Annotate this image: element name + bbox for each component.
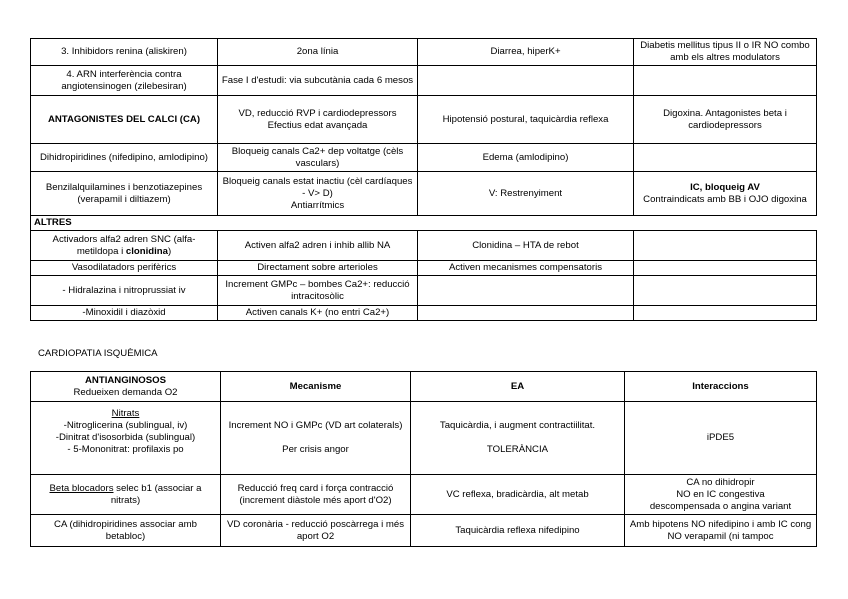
table-row (31, 306, 817, 321)
interactions-cell (634, 66, 817, 96)
adverse-effects-cell: Activen mecanismes compensatoris (418, 261, 634, 276)
adverse-effects-cell: VC reflexa, bradicàrdia, alt metab (411, 475, 625, 515)
header-drug-cell (31, 372, 221, 402)
mechanism-cell: 2ona línia (218, 39, 418, 66)
adverse-effects-cell (418, 306, 634, 321)
table-row (31, 216, 817, 231)
interactions-cell (634, 231, 817, 261)
adverse-effects-cell: Taquicàrdia reflexa nifedipino (411, 515, 625, 547)
mechanism-cell: Bloqueig canals Ca2+ dep voltatge (cèls vasculars) (218, 144, 418, 172)
adverse-effects-cell: Clonidina – HTA de rebot (418, 231, 634, 261)
drug-cell: - Hidralazina i nitroprussiat iv (31, 276, 218, 306)
adverse-effects-cell: Hipotensió postural, taquicàrdia reflexa (418, 96, 634, 144)
header-subtitle: Redueixen demanda O2 (73, 386, 178, 398)
table-row (31, 66, 817, 96)
table-row (31, 231, 817, 261)
mechanism-cell: Activen alfa2 adren i inhib allib NA (218, 231, 418, 261)
table-row (31, 172, 817, 216)
header-interactions: Interaccions (625, 372, 817, 402)
drug-cell (31, 475, 221, 515)
drug-group-title: Beta blocadors (49, 482, 114, 494)
interactions-cell: Amb hipotens NO nifedipino i amb IC cong NO verapamil (ni tampoc (625, 515, 817, 547)
table-row (31, 261, 817, 276)
adverse-effects-cell: Diarrea, hiperK+ (418, 39, 634, 66)
interactions-cell (634, 144, 817, 172)
mechanism-cell: VD, reducció RVP i cardiodepressors Efectius edat avançada (218, 96, 418, 144)
adverse-effects-cell (411, 402, 625, 475)
drug-cell: CA (dihidropiridines associar amb betabloc) (31, 515, 221, 547)
table-row (31, 96, 817, 144)
interaction-line: descompensada o angina variant (649, 500, 792, 512)
mechanism-line: Per crisis angor (282, 444, 349, 455)
interactions-cell (634, 261, 817, 276)
drug-text: Activadors alfa2 adren SNC (alfa-metildopa i (52, 233, 196, 257)
table-row (31, 276, 817, 306)
mechanism-cell: VD coronària - reducció poscàrrega i més aport O2 (221, 515, 411, 547)
header-adverse-effects: EA (411, 372, 625, 402)
drug-group-title: Nitrats (111, 408, 140, 419)
drug-line: -Dinitrat d'isosorbida (sublingual) (55, 432, 196, 443)
drug-cell (31, 402, 221, 475)
mechanism-cell (221, 402, 411, 475)
adverse-effects-cell: Edema (amlodipino) (418, 144, 634, 172)
interactions-cell (634, 172, 817, 216)
table-row (31, 39, 817, 66)
section-heading-altres: ALTRES (31, 216, 817, 231)
interactions-cell: iPDE5 (625, 402, 817, 475)
interaction-line: CA no dihidropir (686, 476, 755, 488)
table-header-row (31, 372, 817, 402)
adverse-effects-cell: V: Restrenyiment (418, 172, 634, 216)
drug-class-heading: ANTAGONISTES DEL CALCI (CA) (31, 96, 218, 144)
header-mechanism: Mecanisme (221, 372, 411, 402)
adverse-effect-line: Taquicàrdia, i augment contractiilitat. (439, 420, 596, 431)
drug-cell: Benzilalquilamines i benzotiazepines (verapamil i diltiazem) (31, 172, 218, 216)
mechanism-cell: Activen canals K+ (no entri Ca2+) (218, 306, 418, 321)
interactions-cell (634, 306, 817, 321)
drug-text: ) (167, 245, 172, 257)
mechanism-line: Antiarrítmics (290, 199, 345, 211)
table-row (31, 402, 817, 475)
mechanism-cell: Increment GMPc – bombes Ca2+: reducció intracitosòlic (218, 276, 418, 306)
drug-text-bold: clonidina (125, 245, 168, 257)
table-row (31, 475, 817, 515)
drug-cell: Vasodilatadors perifèrics (31, 261, 218, 276)
table-row (31, 144, 817, 172)
drug-cell: 4. ARN interferència contra angiotensinogen (zilebesiran) (31, 66, 218, 96)
header-title: ANTIANGINOSOS (84, 374, 167, 386)
adverse-effect-line: TOLERÀNCIA (486, 444, 549, 455)
mechanism-cell: Fase I d'estudi: via subcutània cada 6 mesos (218, 66, 418, 96)
section-title: CARDIOPATIA ISQUÈMICA (38, 348, 158, 359)
mechanism-cell (218, 172, 418, 216)
adverse-effects-cell (418, 276, 634, 306)
mechanism-cell: Reducció freq card i força contracció (increment diàstole més aport d'O2) (221, 475, 411, 515)
drug-cell: -Minoxidil i diazòxid (31, 306, 218, 321)
drug-text: selec b1 (associar a nitrats) (110, 482, 202, 506)
interactions-cell: Digoxina. Antagonistes beta i cardiodepressors (634, 96, 817, 144)
interaction-line: NO en IC congestiva (676, 488, 765, 500)
hypertension-drug-table (30, 38, 817, 321)
mechanism-line: Increment NO i GMPc (VD art colaterals) (228, 420, 403, 431)
drug-cell (31, 231, 218, 261)
adverse-effects-cell (418, 66, 634, 96)
interactions-cell: Diabetis mellitus tipus II o IR NO combo amb els altres modulators (634, 39, 817, 66)
mechanism-cell: Directament sobre arterioles (218, 261, 418, 276)
drug-cell: Dihidropiridines (nifedipino, amlodipino) (31, 144, 218, 172)
interactions-cell (625, 475, 817, 515)
drug-line: - 5-Mononitrat: profilaxis po (67, 444, 184, 455)
antianginal-drug-table (30, 371, 817, 547)
interaction-line: Contraindicats amb BB i OJO digoxina (643, 193, 807, 205)
drug-line: -Nitroglicerina (sublingual, iv) (63, 420, 188, 431)
interactions-cell (634, 276, 817, 306)
drug-cell: 3. Inhibidors renina (aliskiren) (31, 39, 218, 66)
mechanism-line: Bloqueig canals estat inactiu (cèl cardíaques - V> D) (222, 175, 413, 199)
interaction-line: IC, bloqueig AV (690, 181, 760, 193)
table-row (31, 515, 817, 547)
